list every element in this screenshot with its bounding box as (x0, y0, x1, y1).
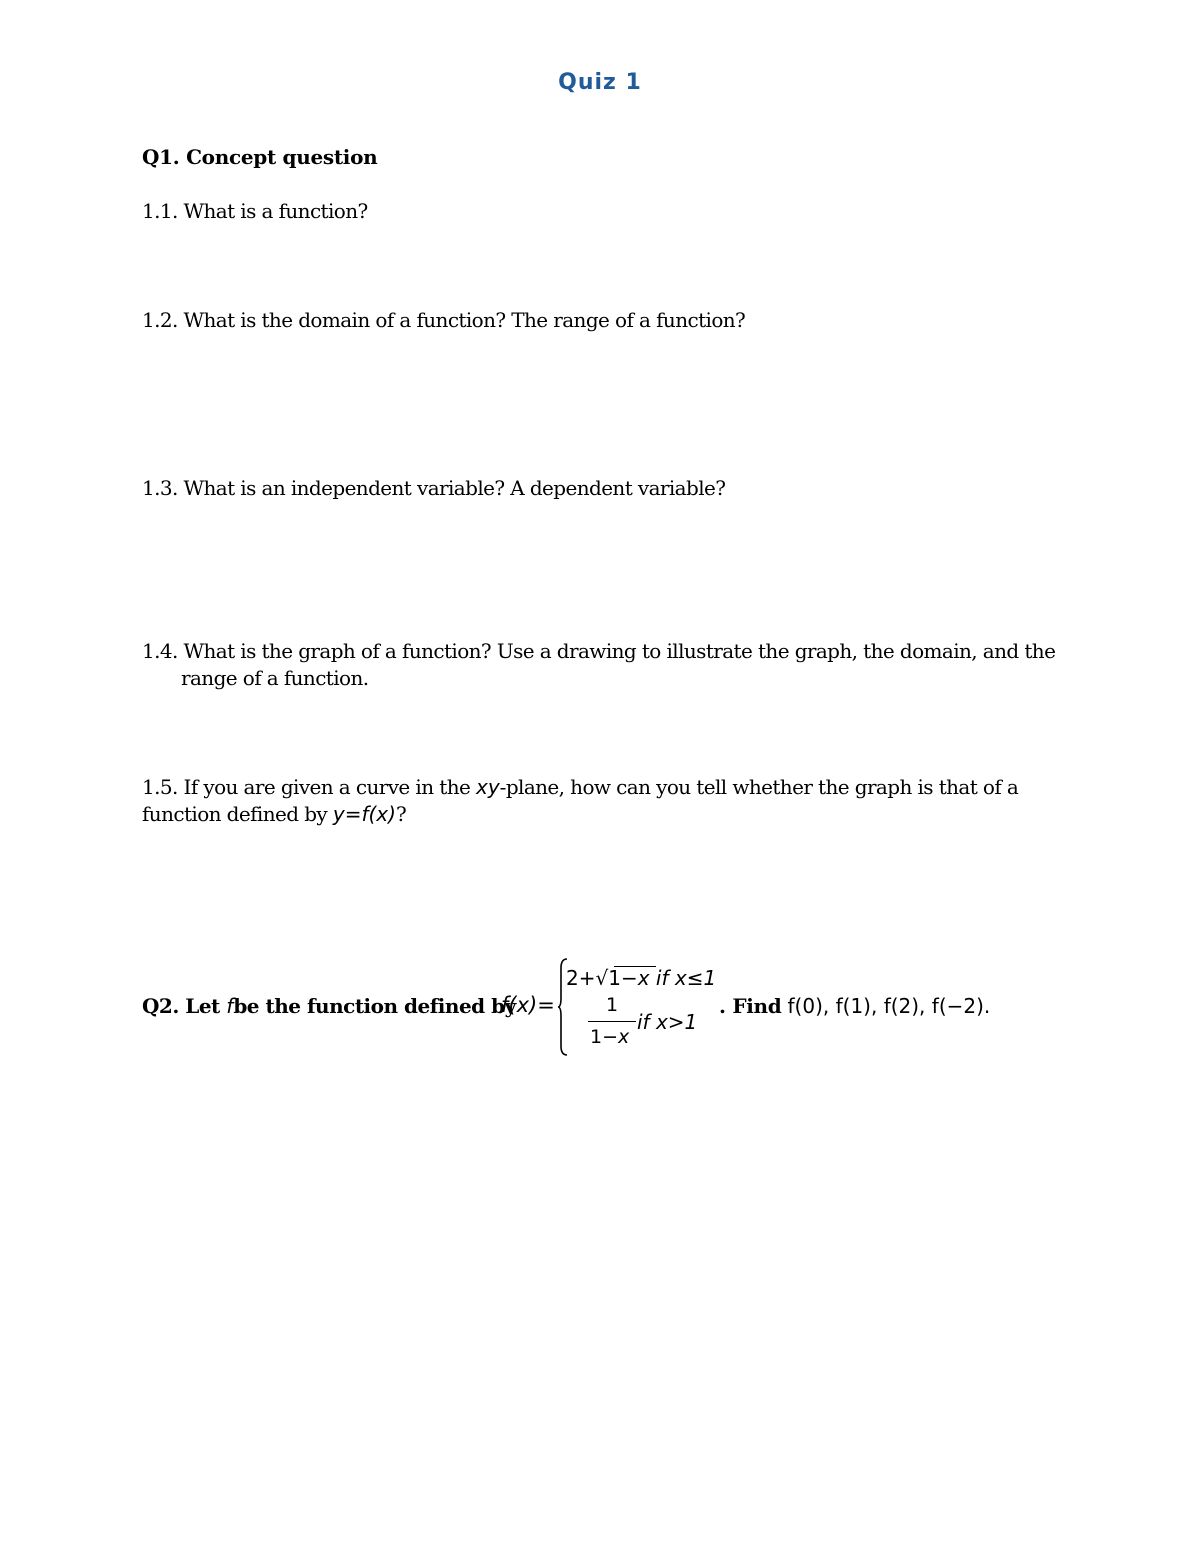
case-2-condition: if x>1 (637, 1010, 698, 1034)
question-1-heading: Q1. Concept question (142, 145, 378, 169)
case-1-radical: √ (595, 966, 609, 990)
case-2-numerator: 1 (606, 994, 619, 1016)
case-2-denominator: 1−x (590, 1026, 630, 1048)
piecewise-case-1 (566, 966, 716, 990)
question-1-5-part-a: 1.5. If you are given a curve in the (142, 775, 476, 799)
case-1-constant: 2+ (566, 966, 596, 990)
question-2-statement (142, 994, 516, 1018)
case-1-condition: if x≤1 (655, 966, 717, 990)
question-1-3: 1.3. What is an independent variable? A dependent variable? (142, 476, 726, 500)
piecewise-lhs: f(x)= (501, 993, 555, 1017)
question-1-1: 1.1. What is a function? (142, 199, 368, 223)
question-1-4-line1: 1.4. What is the graph of a function? Use a drawing to illustrate the graph, the domain, and the (142, 639, 1056, 663)
question-1-5-xy: xy (475, 775, 500, 799)
question-1-5-equation: y=f(x) (332, 802, 396, 826)
question-1-5-end: ? (395, 802, 407, 826)
question-2-find (719, 994, 990, 1018)
question-1-4 (142, 638, 1055, 692)
page-title: Quiz 1 (558, 70, 642, 95)
question-2-find-label: . Find (719, 994, 782, 1018)
question-2-mid: be the function defined by (233, 994, 516, 1018)
question-1-5-part-c: function defined by (142, 802, 333, 826)
question-1-5-part-b: -plane, how can you tell whether the graph is that of a (499, 775, 1019, 799)
question-2-prefix: Q2. Let (142, 994, 227, 1018)
case-1-radicand: 1−x (608, 966, 650, 990)
question-1-2: 1.2. What is the domain of a function? The range of a function? (142, 308, 746, 332)
case-2-fraction-bar (588, 1021, 636, 1022)
question-2-f: f (226, 994, 234, 1018)
question-1-5 (142, 774, 1018, 828)
case-1-radical-bar (614, 966, 656, 967)
question-1-4-line2: range of a function. (181, 666, 369, 690)
question-2-find-values: f(0), f(1), f(2), f(−2). (787, 994, 991, 1018)
